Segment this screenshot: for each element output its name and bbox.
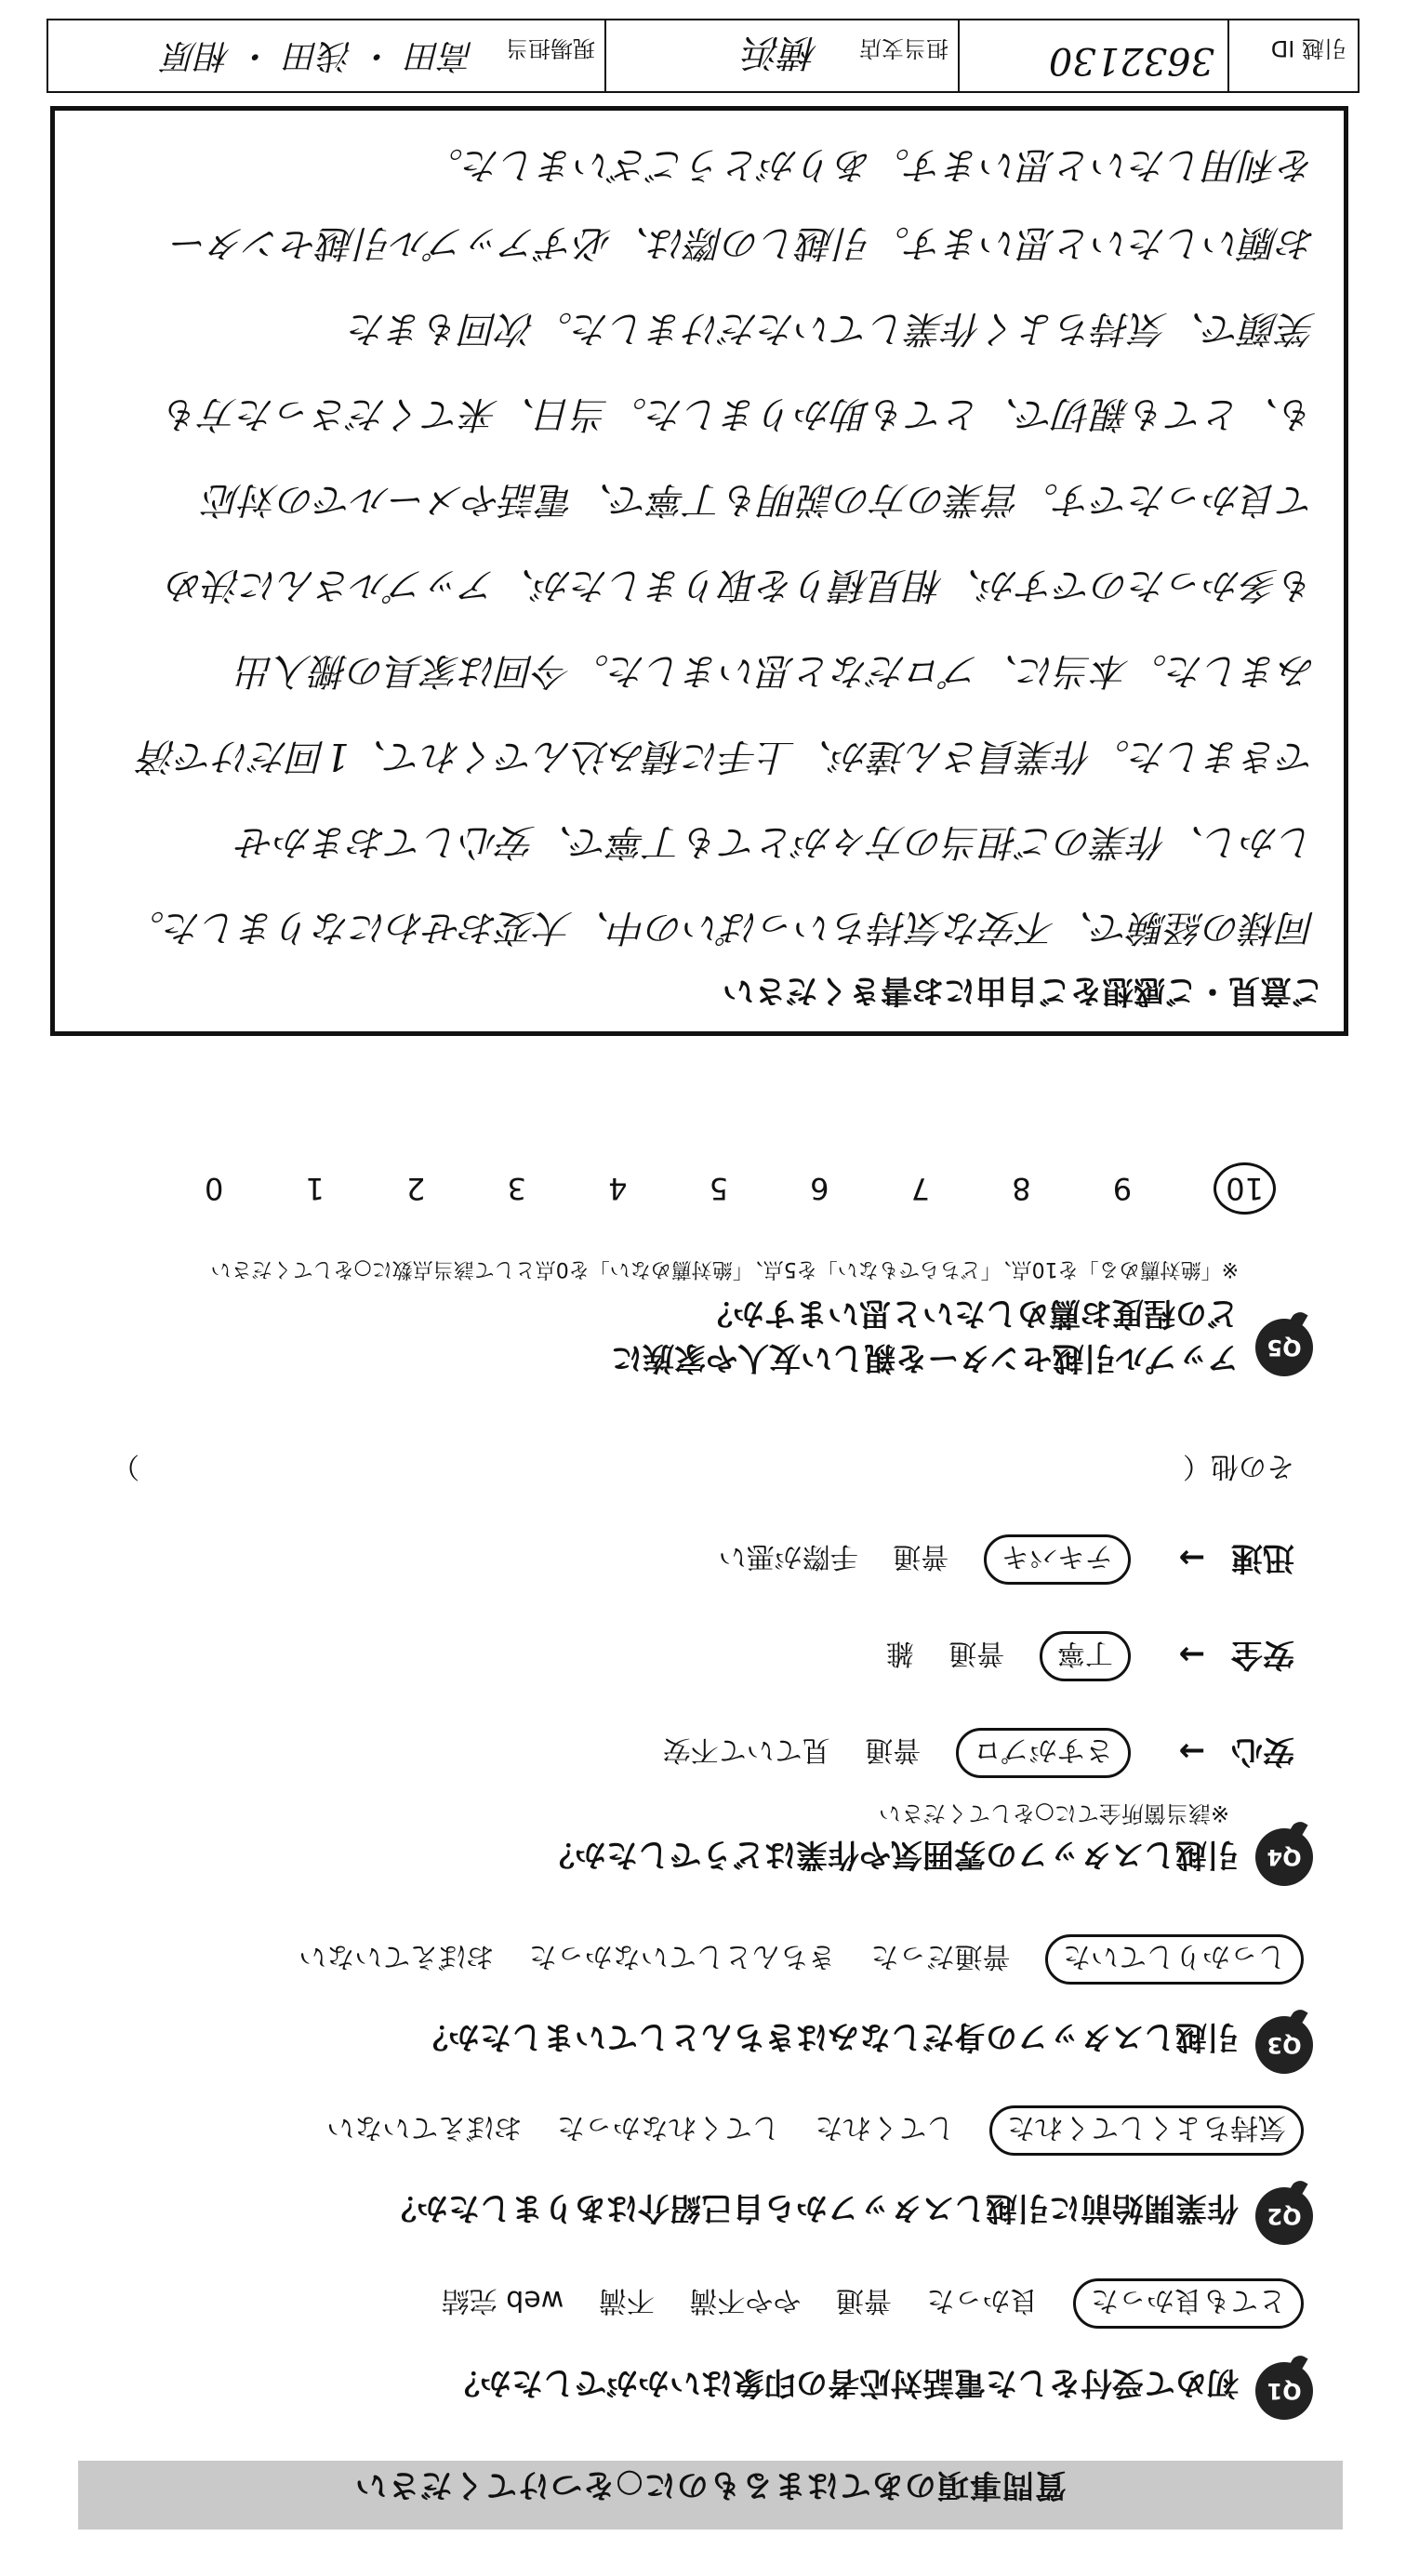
survey-header-band [78, 2461, 1343, 2530]
comment-line: 笑顔で、気持ちよく作業していただけました。次回もまた [349, 307, 1316, 350]
q2-option-dont-remember[interactable]: おぼえていない [326, 2111, 523, 2144]
q4-jinsoku-option-quick[interactable]: テキパキ [984, 1534, 1131, 1585]
comment-line: みました。本当に、プロだなと思いました。今回は家具の搬入出 [237, 649, 1316, 692]
office-value: 横浜 [744, 31, 818, 73]
q3-badge: Q3 [1255, 2016, 1313, 2074]
q3-option-dont-remember[interactable]: おぼえていない [298, 1940, 495, 1972]
q2-options [300, 2105, 1304, 2156]
q3-option-not-neat[interactable]: きちんとしていなかった [528, 1940, 836, 1972]
comment-line: も、とても親切で、とても助かりました。当日、来てくださった方も [163, 392, 1316, 435]
q4-row-anshin-label: 安心 [1231, 1733, 1294, 1770]
q4-row-anzen-label: 安全 [1231, 1636, 1294, 1673]
q4-note: ※該当箇所全てに○をしてください [878, 1800, 1229, 1826]
staff-cell [48, 20, 606, 91]
arrow-right-icon: → [1178, 1733, 1206, 1770]
q1-options [416, 2278, 1304, 2329]
q5-question-line1: アップル引越センターを親しい友人や家族に [611, 1339, 1239, 1376]
q4-row-anshin [637, 1728, 1294, 1778]
comment-line: できました。作業員さん達が、上手に積み込んでくれて、1回だけで済 [139, 735, 1316, 777]
footer-info-table [46, 19, 1360, 93]
q5-badge: Q5 [1255, 1319, 1313, 1376]
q2-question: 作業開始前に引越しスタッフから自己紹介はありましたか？ [385, 2189, 1239, 2226]
q5-score-5[interactable]: 5 [709, 1171, 728, 1206]
q5-score-1[interactable]: 1 [305, 1171, 325, 1206]
q5-score-0[interactable]: 0 [204, 1171, 224, 1206]
q1-option-very-good[interactable]: とても良かった [1073, 2278, 1304, 2329]
q2-option-did[interactable]: してくれた [815, 2111, 955, 2144]
q5-score-scale [132, 1162, 1276, 1215]
q4-anshin-option-worried[interactable]: 見ていて不安 [662, 1733, 830, 1766]
q4-other-label[interactable]: その他（ [1183, 1450, 1294, 1482]
q4-jinsoku-option-clumsy[interactable]: 手際が悪い [718, 1540, 858, 1573]
q4-badge: Q4 [1255, 1828, 1313, 1886]
q3-question: 引越しスタッフの身だしなみはきちんとしていましたか？ [417, 2018, 1239, 2055]
q4-other-close: ） [112, 1450, 139, 1482]
q4-row-jinsoku-label: 迅速 [1231, 1539, 1294, 1576]
q1-option-slightly-unsatisfied[interactable]: やや不満 [689, 2284, 802, 2317]
q3-option-neat[interactable]: しっかりしていた [1045, 1934, 1304, 1985]
q5-score-3[interactable]: 3 [507, 1171, 526, 1206]
arrow-right-icon: → [1178, 1636, 1206, 1673]
q3-option-normal[interactable]: 普通だった [870, 1940, 1011, 1972]
q1-option-normal[interactable]: 普通 [835, 2284, 892, 2317]
comment-line: お願いしたいと思います。引越しの際は、必ずアップル引越センター [171, 221, 1316, 264]
comment-line: て良かったです。営業の方の説明も丁寧で、電話やメールでの対応 [204, 478, 1316, 521]
office-cell [606, 20, 960, 91]
q1-option-unsatisfied[interactable]: 不満 [598, 2284, 655, 2317]
comment-title: ご意見・ご感想をご自由にお書きください [723, 972, 1323, 1009]
staff-value: 高田 ・ 浅田 ・ 相原 [164, 36, 474, 74]
q5-score-10[interactable]: 10 [1214, 1162, 1276, 1215]
q4-anshin-option-normal[interactable]: 普通 [865, 1733, 922, 1766]
q2-option-did-not[interactable]: してくれなかった [556, 2111, 780, 2144]
q4-row-jinsoku [693, 1534, 1294, 1585]
q5-score-7[interactable]: 7 [910, 1171, 931, 1206]
q4-anshin-option-pro[interactable]: さすがプロ [956, 1728, 1131, 1778]
move-id-cell [960, 20, 1229, 91]
move-id-label: 引越 ID [1270, 35, 1346, 61]
q2-badge: Q2 [1255, 2187, 1313, 2245]
move-id-value: 3632130 [1048, 39, 1214, 82]
comment-box[interactable] [50, 106, 1348, 1036]
q5-score-6[interactable]: 6 [810, 1171, 829, 1206]
office-label: 担当支店 [859, 35, 948, 61]
staff-label: 現場担当 [506, 35, 595, 61]
q5-score-4[interactable]: 4 [608, 1171, 628, 1206]
q3-options [272, 1934, 1304, 1985]
q5-score-9[interactable]: 9 [1112, 1171, 1133, 1206]
q2-option-very-kind[interactable]: 気持ちよくしてくれた [989, 2105, 1304, 2156]
q1-badge: Q1 [1255, 2362, 1313, 2420]
q1-option-web[interactable]: web 完結 [441, 2284, 564, 2317]
q4-anzen-option-normal[interactable]: 普通 [948, 1637, 1005, 1669]
q5-question-line2: どの程度お薦めしたいと思いますか？ [701, 1295, 1239, 1332]
arrow-right-icon: → [1178, 1539, 1206, 1576]
q4-question: 引越しスタッフの雰囲気や作業はどうでしたか？ [543, 1836, 1239, 1873]
q1-question: 初めて受付をした電話対応者の印象はいかがでしたか？ [448, 2364, 1239, 2401]
q4-row-anzen [860, 1631, 1294, 1681]
survey-header: 質問事項のあてはまるものに○をつけてください [354, 2466, 1067, 2503]
comment-line: しかし、作業のご担当の方々がとても丁寧で、安心しておまかせ [237, 820, 1316, 863]
comment-line: も多かったのですが、相見積りを取りましたが、アップルさんに決め [166, 564, 1316, 606]
comment-line: を利用したいと思います。ありがとうございました。 [426, 143, 1316, 186]
q4-other [86, 1449, 1294, 1490]
q4-jinsoku-option-normal[interactable]: 普通 [893, 1540, 949, 1573]
q4-anzen-option-careful[interactable]: 丁寧 [1040, 1631, 1131, 1681]
q5-score-2[interactable]: 2 [406, 1171, 426, 1206]
q5-note: ※「絶対薦める」を10点、「どちらでもない」を5点、「絶対薦めない」を0点として該当点数に○をしてください [210, 1257, 1239, 1281]
q5-score-8[interactable]: 8 [1012, 1171, 1031, 1206]
q4-anzen-option-rough[interactable]: 雑 [885, 1637, 914, 1669]
q1-option-good[interactable]: 良かった [926, 2284, 1039, 2317]
comment-line: 同様の経験で、不安な気持ちいっぱいの中、大変おせわになりました。 [127, 906, 1316, 949]
